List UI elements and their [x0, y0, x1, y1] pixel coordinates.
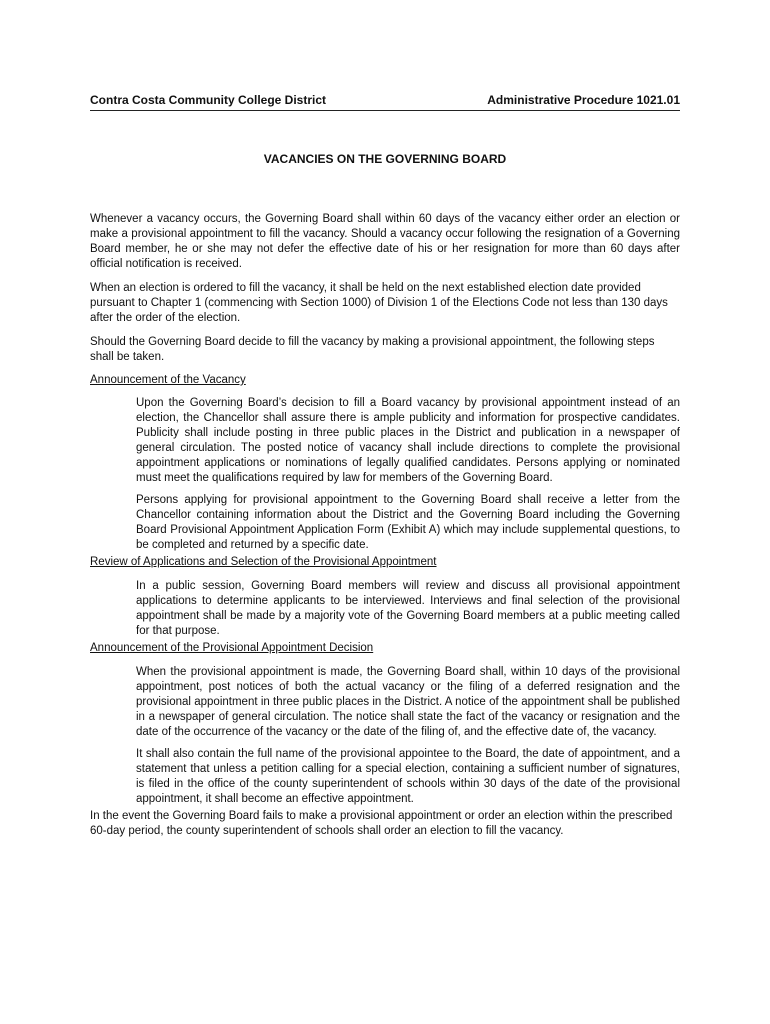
section-paragraph: Persons applying for provisional appointment to the Governing Board shall receive a letter from the Chancellor containing information about the District and the Governing Board including the Governing Board Provisional Appointment Application Form (Exhibit A) which may include supplemental questions, to be completed and returned by a specific date. — [136, 494, 680, 551]
paragraph-steps: Should the Governing Board decide to fill the vacancy by making a provisional appointment, the following steps shall be taken. — [90, 336, 655, 363]
paragraph-closing: In the event the Governing Board fails to make a provisional appointment or order an election within the prescribed 60-day period, the county superintendent of schools shall order an election to fill the vacancy. — [90, 810, 673, 837]
paragraph-vacancy: Whenever a vacancy occurs, the Governing Board shall within 60 days of the vacancy either order an election or make a provisional appointment to fill the vacancy. Should a vacancy occur following the resignation of a Governing Board member, he or she may not defer the effective date of his or her resignation for more than 60 days after official notification is received. — [90, 213, 680, 270]
page-title: VACANCIES ON THE GOVERNING BOARD — [263, 152, 507, 166]
section-paragraph: When the provisional appointment is made, the Governing Board shall, within 10 days of the provisional appointment, post notices of both the actual vacancy or the filing of a deferred resignation and the provisional appointment in three public places in the District. A notice of the appointment shall be published in a newspaper of general circulation. The notice shall state the fact of the vacancy or resignation and the date of the occurrence of the vacancy or the date of the filing of, and the effective date of, the vacancy. — [136, 666, 680, 738]
section-paragraph: It shall also contain the full name of the provisional appointee to the Board, the date of appointment, and a statement that unless a petition calling for a special election, containing a sufficient number of signatures, is filed in the office of the county superintendent of schools within 30 days of the date of the provisional appointment, it shall become an effective appointment. — [136, 748, 680, 805]
section-paragraph: In a public session, Governing Board members will review and discuss all provisional appointment applications to determine applicants to be interviewed. Interviews and final selection of the provisional appointment shall be made by a majority vote of the Governing Board members at a public meeting called for that purpose. — [136, 580, 680, 637]
procedure-number: Administrative Procedure 1021.01 — [487, 93, 680, 107]
section-heading-review: Review of Applications and Selection of the Provisional Appointment — [90, 556, 437, 568]
district-name: Contra Costa Community College District — [90, 93, 327, 107]
section-paragraph: Upon the Governing Board’s decision to fill a Board vacancy by provisional appointment instead of an election, the Chancellor shall assure there is ample publicity and information for prospective candidates. Publicity shall include posting in three public places in the District and publication in a newspaper of general circulation. The posted notice of vacancy shall include directions to complete the provisional appointment applications or nominations of legally qualified candidates. Persons applying or nominated must meet the qualifications required by law for members of the Governing Board. — [136, 397, 680, 484]
page-header — [90, 92, 680, 111]
section-heading-announcement-vacancy: Announcement of the Vacancy — [90, 374, 246, 386]
section-heading-appointment-decision: Announcement of the Provisional Appointment Decision — [90, 642, 374, 654]
document-body — [90, 212, 680, 847]
paragraph-election: When an election is ordered to fill the vacancy, it shall be held on the next established election date provided pursuant to Chapter 1 (commencing with Section 1000) of Division 1 of the Elections Code not less than 130 days after the order of the election. — [90, 282, 668, 324]
